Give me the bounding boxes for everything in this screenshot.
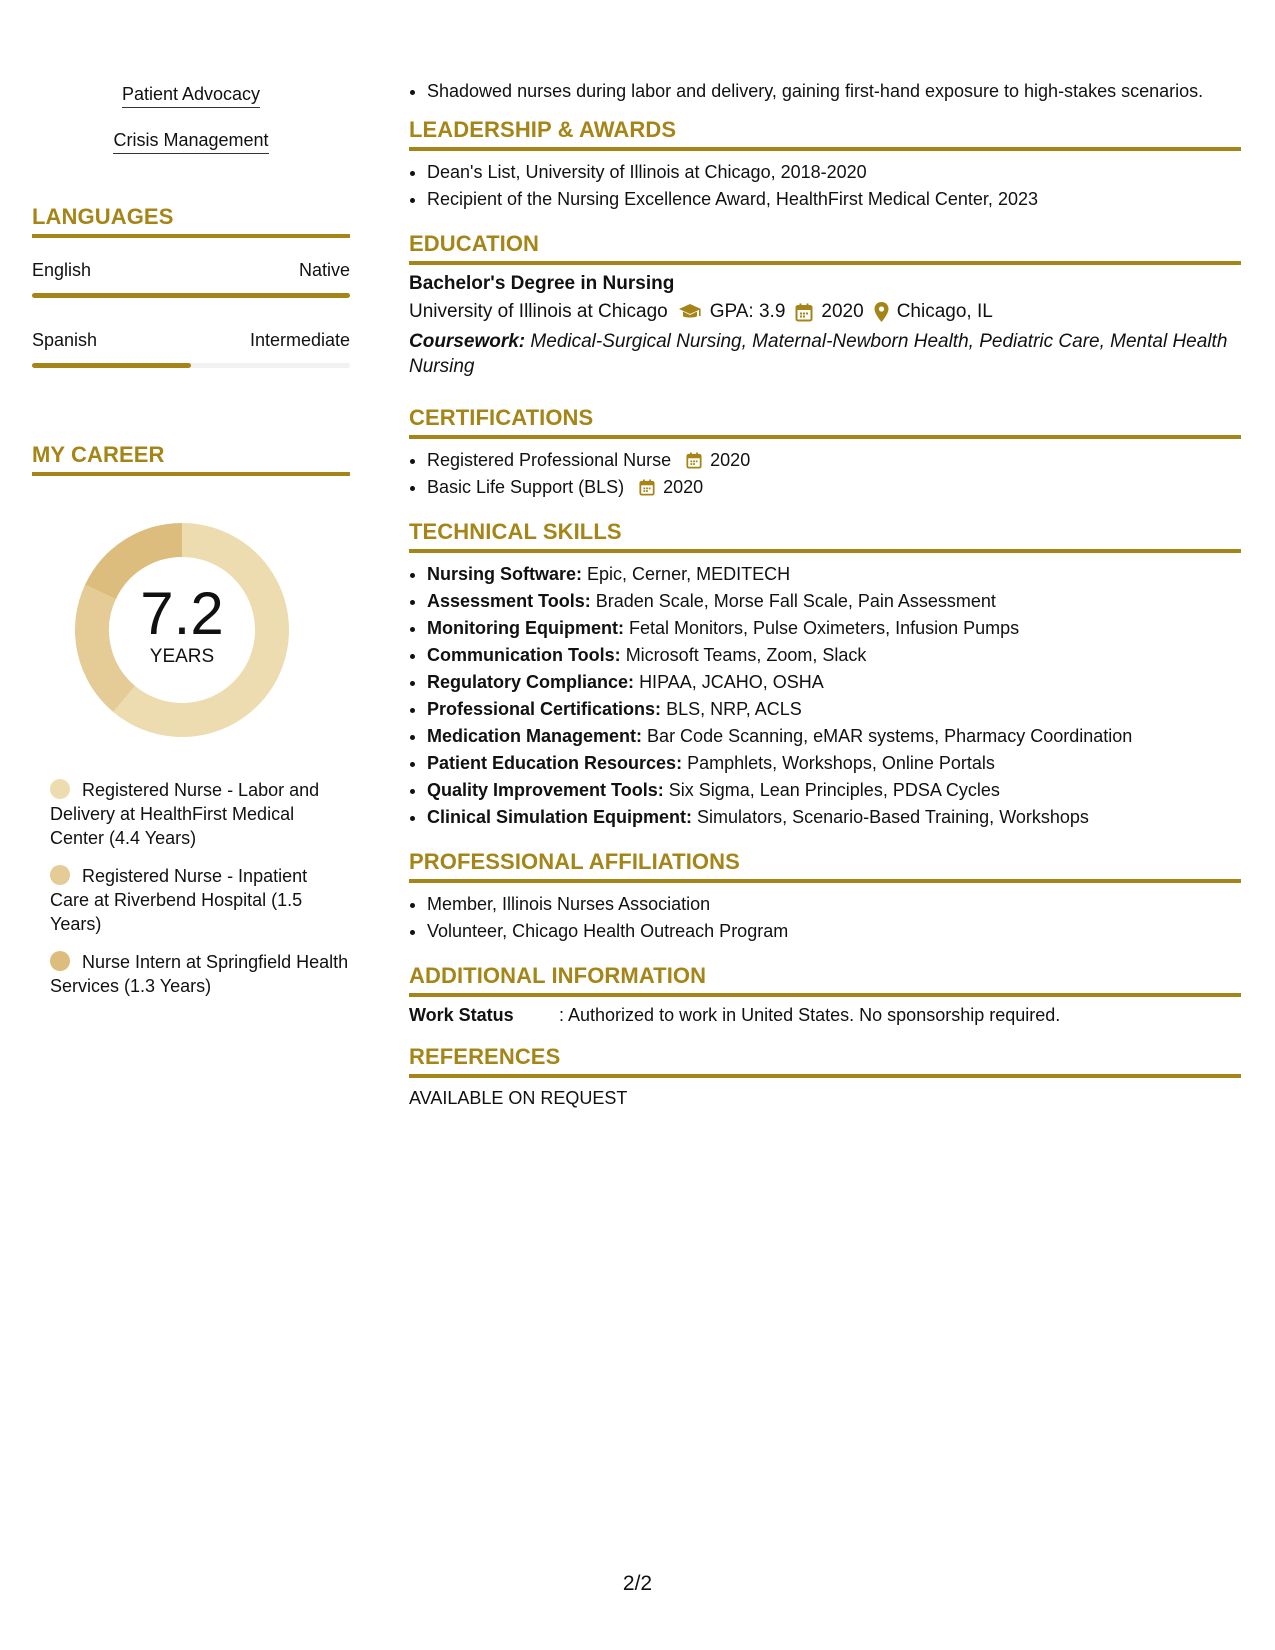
additional-info-heading: ADDITIONAL INFORMATION (409, 963, 1241, 997)
additional-info-value: : Authorized to work in United States. No sponsorship required. (559, 1005, 1061, 1025)
technical-skill-label: Patient Education Resources: (427, 753, 683, 773)
technical-skill-value: Microsoft Teams, Zoom, Slack (625, 645, 867, 665)
technical-skill-item (427, 642, 1241, 669)
education-year: 2020 (821, 301, 864, 322)
language-name: English (32, 260, 92, 280)
technical-skill-item (427, 750, 1241, 777)
technical-skills-heading: TECHNICAL SKILLS (409, 519, 1241, 553)
language-bar (32, 293, 350, 298)
skill-label: Patient Advocacy (122, 84, 260, 108)
technical-skill-value: Pamphlets, Workshops, Online Portals (687, 753, 995, 773)
career-legend-item (50, 778, 350, 850)
career-legend-text: Registered Nurse - Labor and Delivery at HealthFirst Medical Center (4.4 Years) (50, 780, 320, 848)
career-legend-item (50, 950, 350, 998)
language-bar (32, 363, 350, 368)
certifications-heading: CERTIFICATIONS (409, 405, 1241, 439)
technical-skill-label: Communication Tools: (427, 645, 621, 665)
skill-tag (32, 130, 350, 154)
technical-skill-label: Medication Management: (427, 726, 643, 746)
technical-skill-item (427, 669, 1241, 696)
certification-year: 2020 (663, 477, 704, 497)
career-heading: MY CAREER (32, 442, 350, 476)
language-item (32, 330, 350, 368)
leadership-item: • Recipient of the Nursing Excellence Award, HealthFirst Medical Center, 2023 (427, 186, 1241, 213)
language-bar-fill (32, 293, 350, 298)
technical-skill-item (427, 804, 1241, 831)
career-legend-text: Registered Nurse - Inpatient Care at Riverbend Hospital (1.5 Years) (50, 866, 308, 934)
coursework-list: Medical-Surgical Nursing, Maternal-Newborn Health, Pediatric Care, Mental Health Nursing (409, 331, 1228, 377)
career-legend-text: Nurse Intern at Springfield Health Services (1.3 Years) (50, 952, 349, 996)
education-heading: EDUCATION (409, 231, 1241, 265)
technical-skill-value: Fetal Monitors, Pulse Oximeters, Infusion Pumps (628, 618, 1020, 638)
references-heading: REFERENCES (409, 1044, 1241, 1078)
certification-name: Basic Life Support (BLS) (427, 477, 625, 497)
left-column (32, 84, 350, 998)
education-school: University of Illinois at Chicago (409, 301, 668, 322)
graduation-cap-icon (678, 303, 702, 321)
additional-info-key: Work Status (409, 1005, 514, 1025)
education-gpa: GPA: 3.9 (709, 301, 786, 322)
technical-skill-item (427, 615, 1241, 642)
right-column (409, 78, 1241, 1109)
technical-skill-label: Nursing Software: (427, 564, 583, 584)
certification-year: 2020 (710, 450, 751, 470)
education-details (409, 301, 1241, 323)
career-total-unit: YEARS (149, 646, 215, 667)
education-location: Chicago, IL (896, 301, 993, 322)
page-number: 2/2 (622, 1572, 653, 1595)
technical-skill-item (427, 561, 1241, 588)
calendar-icon (795, 303, 813, 322)
certifications-list (409, 447, 1241, 501)
technical-skill-value: BLS, NRP, ACLS (666, 699, 802, 719)
affiliation-item: • Volunteer, Chicago Health Outreach Program (427, 918, 1241, 945)
technical-skill-item (427, 777, 1241, 804)
additional-info-row (409, 1005, 1241, 1026)
skill-label: Crisis Management (113, 130, 268, 154)
certification-item (427, 474, 1241, 501)
technical-skill-item (427, 588, 1241, 615)
language-name: Spanish (32, 330, 98, 350)
affiliation-item: • Member, Illinois Nurses Association (427, 891, 1241, 918)
technical-skill-value: Simulators, Scenario-Based Training, Workshops (697, 807, 1089, 827)
legend-dot-icon (50, 865, 70, 885)
leadership-heading: LEADERSHIP & AWARDS (409, 117, 1241, 151)
career-legend (32, 778, 350, 998)
affiliations-list (409, 891, 1241, 945)
references-text: AVAILABLE ON REQUEST (409, 1088, 628, 1108)
experience-bullet: • Shadowed nurses during labor and delivery, gaining first-hand exposure to high-stakes scenarios. (427, 78, 1241, 105)
technical-skill-item (427, 723, 1241, 750)
affiliations-heading: PROFESSIONAL AFFILIATIONS (409, 849, 1241, 883)
location-pin-icon (874, 302, 889, 322)
leadership-list (409, 159, 1241, 213)
legend-dot-icon (50, 951, 70, 971)
certification-item (427, 447, 1241, 474)
language-level: Intermediate (249, 330, 350, 350)
technical-skill-label: Professional Certifications: (427, 699, 662, 719)
skill-tag (32, 84, 350, 108)
experience-bullets (409, 78, 1241, 105)
technical-skill-label: Regulatory Compliance: (427, 672, 635, 692)
technical-skill-value: Epic, Cerner, MEDITECH (587, 564, 791, 584)
technical-skill-value: HIPAA, JCAHO, OSHA (639, 672, 824, 692)
technical-skill-label: Clinical Simulation Equipment: (427, 807, 693, 827)
technical-skill-label: Assessment Tools: (427, 591, 591, 611)
education-degree: Bachelor's Degree in Nursing (409, 273, 675, 294)
technical-skills-list (409, 561, 1241, 831)
career-donut-chart (66, 514, 298, 746)
language-item (32, 260, 350, 298)
calendar-icon (639, 479, 655, 496)
languages-heading: LANGUAGES (32, 204, 350, 238)
calendar-icon (686, 452, 702, 469)
language-level: Native (298, 260, 350, 280)
coursework-label: Coursework: (409, 331, 526, 352)
technical-skill-value: Bar Code Scanning, eMAR systems, Pharmacy Coordination (647, 726, 1133, 746)
leadership-item: • Dean's List, University of Illinois at Chicago, 2018-2020 (427, 159, 1241, 186)
career-total-value: 7.2 (140, 580, 224, 647)
career-legend-item (50, 864, 350, 936)
technical-skill-value: Braden Scale, Morse Fall Scale, Pain Assessment (595, 591, 996, 611)
language-bar-fill (32, 363, 191, 368)
certification-name: Registered Professional Nurse (427, 450, 672, 470)
technical-skill-item (427, 696, 1241, 723)
technical-skill-value: Six Sigma, Lean Principles, PDSA Cycles (668, 780, 1000, 800)
technical-skill-label: Quality Improvement Tools: (427, 780, 664, 800)
education-coursework (409, 329, 1241, 379)
legend-dot-icon (50, 779, 70, 799)
technical-skill-label: Monitoring Equipment: (427, 618, 624, 638)
